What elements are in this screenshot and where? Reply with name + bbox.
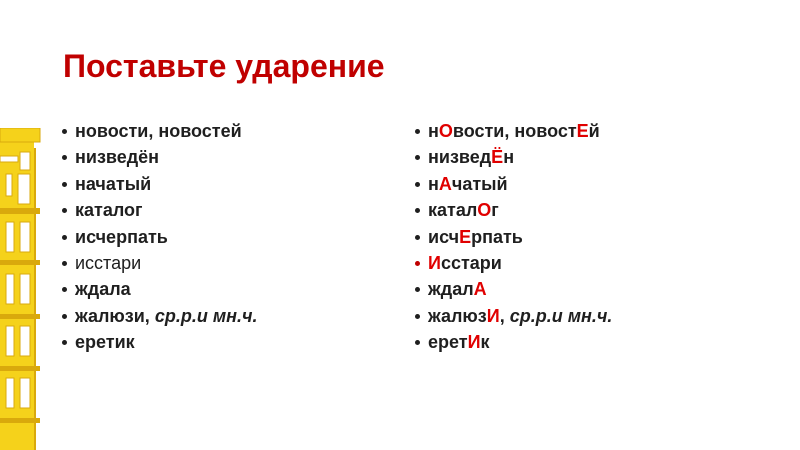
item-text: еретик bbox=[75, 332, 135, 353]
answer-part: рпать bbox=[471, 226, 523, 247]
stressed-letter: И bbox=[428, 252, 441, 273]
item-note: ср.р.и мн.ч. bbox=[509, 305, 613, 326]
answer-item bbox=[412, 145, 612, 171]
list-item bbox=[59, 330, 258, 356]
answer-item bbox=[412, 330, 612, 356]
list-item bbox=[59, 225, 258, 251]
item-note: ср.р.и мн.ч. bbox=[154, 305, 258, 326]
answer-part: н bbox=[503, 147, 515, 168]
answer-part: жалюз bbox=[428, 305, 487, 326]
answer-part: й bbox=[588, 121, 600, 141]
answer-item bbox=[412, 172, 612, 198]
item-text: низведён bbox=[75, 147, 160, 168]
answer-part: катал bbox=[428, 200, 478, 221]
answer-item bbox=[412, 119, 612, 145]
answer-item bbox=[412, 225, 612, 251]
answer-part: ждал bbox=[428, 279, 474, 300]
item-text: исстари bbox=[75, 252, 142, 273]
list-item bbox=[59, 251, 258, 277]
stressed-letter: А bbox=[473, 279, 487, 300]
building-illustration bbox=[0, 128, 56, 450]
answer-part: исч bbox=[428, 226, 460, 247]
answer-part: , bbox=[499, 305, 510, 326]
stressed-letter: О bbox=[477, 200, 492, 221]
answer-part: к bbox=[480, 332, 490, 353]
answer-part: н bbox=[428, 173, 439, 194]
list-item bbox=[59, 172, 258, 198]
answer-item bbox=[412, 304, 612, 330]
left-list bbox=[59, 119, 258, 357]
item-text: каталог bbox=[75, 200, 143, 221]
slide-title: Поставьте ударение bbox=[63, 48, 385, 84]
list-item bbox=[59, 198, 258, 224]
answer-part: вости, новост bbox=[452, 121, 577, 141]
stressed-letter: И bbox=[486, 305, 500, 326]
item-text: ждала bbox=[75, 279, 131, 300]
stressed-letter: Ё bbox=[491, 147, 504, 168]
list-item bbox=[59, 304, 258, 330]
item-text: исчерпать bbox=[75, 226, 168, 247]
stressed-letter: Е bbox=[459, 226, 472, 247]
answer-item bbox=[412, 277, 612, 303]
answer-part: г bbox=[491, 200, 499, 221]
list-item bbox=[59, 277, 258, 303]
answer-part: низвед bbox=[428, 147, 492, 168]
stressed-letter: А bbox=[438, 173, 452, 194]
answer-part: ерет bbox=[428, 332, 468, 353]
item-text: жалюзи, bbox=[75, 305, 155, 326]
stressed-letter: О bbox=[438, 121, 453, 141]
right-list bbox=[412, 119, 612, 357]
answer-part: сстари bbox=[440, 252, 502, 273]
answer-item bbox=[412, 198, 612, 224]
item-text: новости, новостей bbox=[75, 121, 242, 141]
list-item bbox=[59, 119, 258, 145]
answer-item bbox=[412, 251, 612, 277]
answer-part: чатый bbox=[451, 173, 508, 194]
stressed-letter: Е bbox=[576, 121, 589, 141]
item-text: начатый bbox=[75, 173, 152, 194]
answer-part: н bbox=[428, 121, 439, 141]
stressed-letter: И bbox=[467, 332, 481, 353]
list-item bbox=[59, 145, 258, 171]
